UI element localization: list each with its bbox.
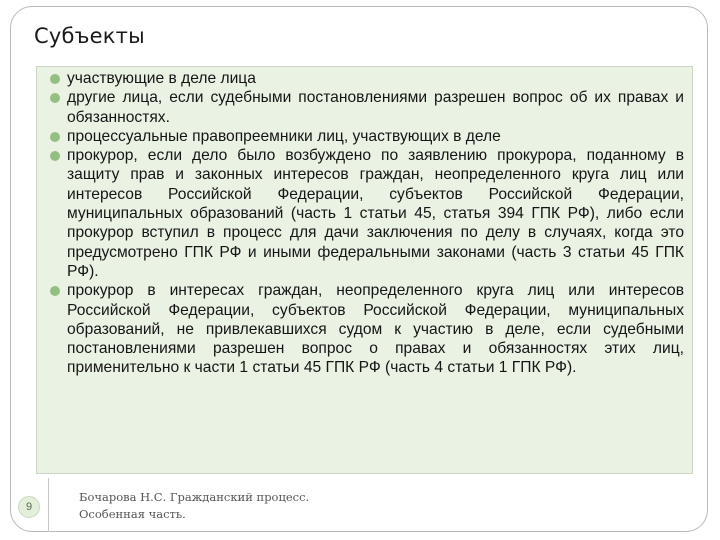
- footer-line-2: Особенная часть.: [79, 507, 186, 521]
- bullet-text: другие лица, если судебными постановлениями разрешен вопрос об их правах и обязанностях.: [67, 89, 684, 126]
- slide-title: Субъекты: [34, 24, 145, 48]
- footer-citation: [79, 489, 379, 523]
- bullet-dot-icon: [50, 151, 60, 161]
- bullet-text: прокурор в интересах граждан, неопределенного круга лиц или интересов Российской Федерации, субъектов Российской Федерации, муниципальных образований, не привлекавшихся судом к участию в деле, если судебными постановлениями разрешен вопрос о правах и обязанностях этих лиц, применительно к части 1 статьи 45 ГПК РФ (часть 4 статьи 1 ГПК РФ).: [67, 282, 684, 377]
- bullet-item: [37, 127, 684, 146]
- bullet-dot-icon: [50, 93, 60, 103]
- content-box: [36, 66, 693, 474]
- bullet-dot-icon: [50, 286, 60, 296]
- bullet-text: процессуальные правопреемники лиц, участвующих в деле: [67, 127, 501, 145]
- bullet-item: [37, 88, 684, 127]
- footer-line-1: Бочарова Н.С. Гражданский процесс.: [79, 490, 310, 504]
- page-number: 9: [18, 496, 40, 518]
- bullet-item: [37, 146, 684, 281]
- bullet-text: участвующие в деле лица: [67, 70, 256, 87]
- bullet-list: [37, 67, 692, 378]
- bullet-item: [37, 281, 684, 377]
- bullet-text: прокурор, если дело было возбуждено по заявлению прокурора, поданному в защиту прав и законных интересов граждан, неопределенного круга лиц или интересов Российской Федерации, субъектов Российской Федерации, муниципальных образований (часть 1 статьи 45, статья 394 ГПК РФ), либо если прокурор вступил в процесс для дачи заключения по делу в случаях, когда это предусмотрено ГПК РФ и иными федеральными законами (часть 3 статьи 45 ГПК РФ).: [67, 147, 684, 280]
- bullet-dot-icon: [50, 132, 60, 142]
- bullet-item: [37, 69, 684, 88]
- footer-divider: [48, 478, 49, 532]
- bullet-dot-icon: [50, 74, 60, 84]
